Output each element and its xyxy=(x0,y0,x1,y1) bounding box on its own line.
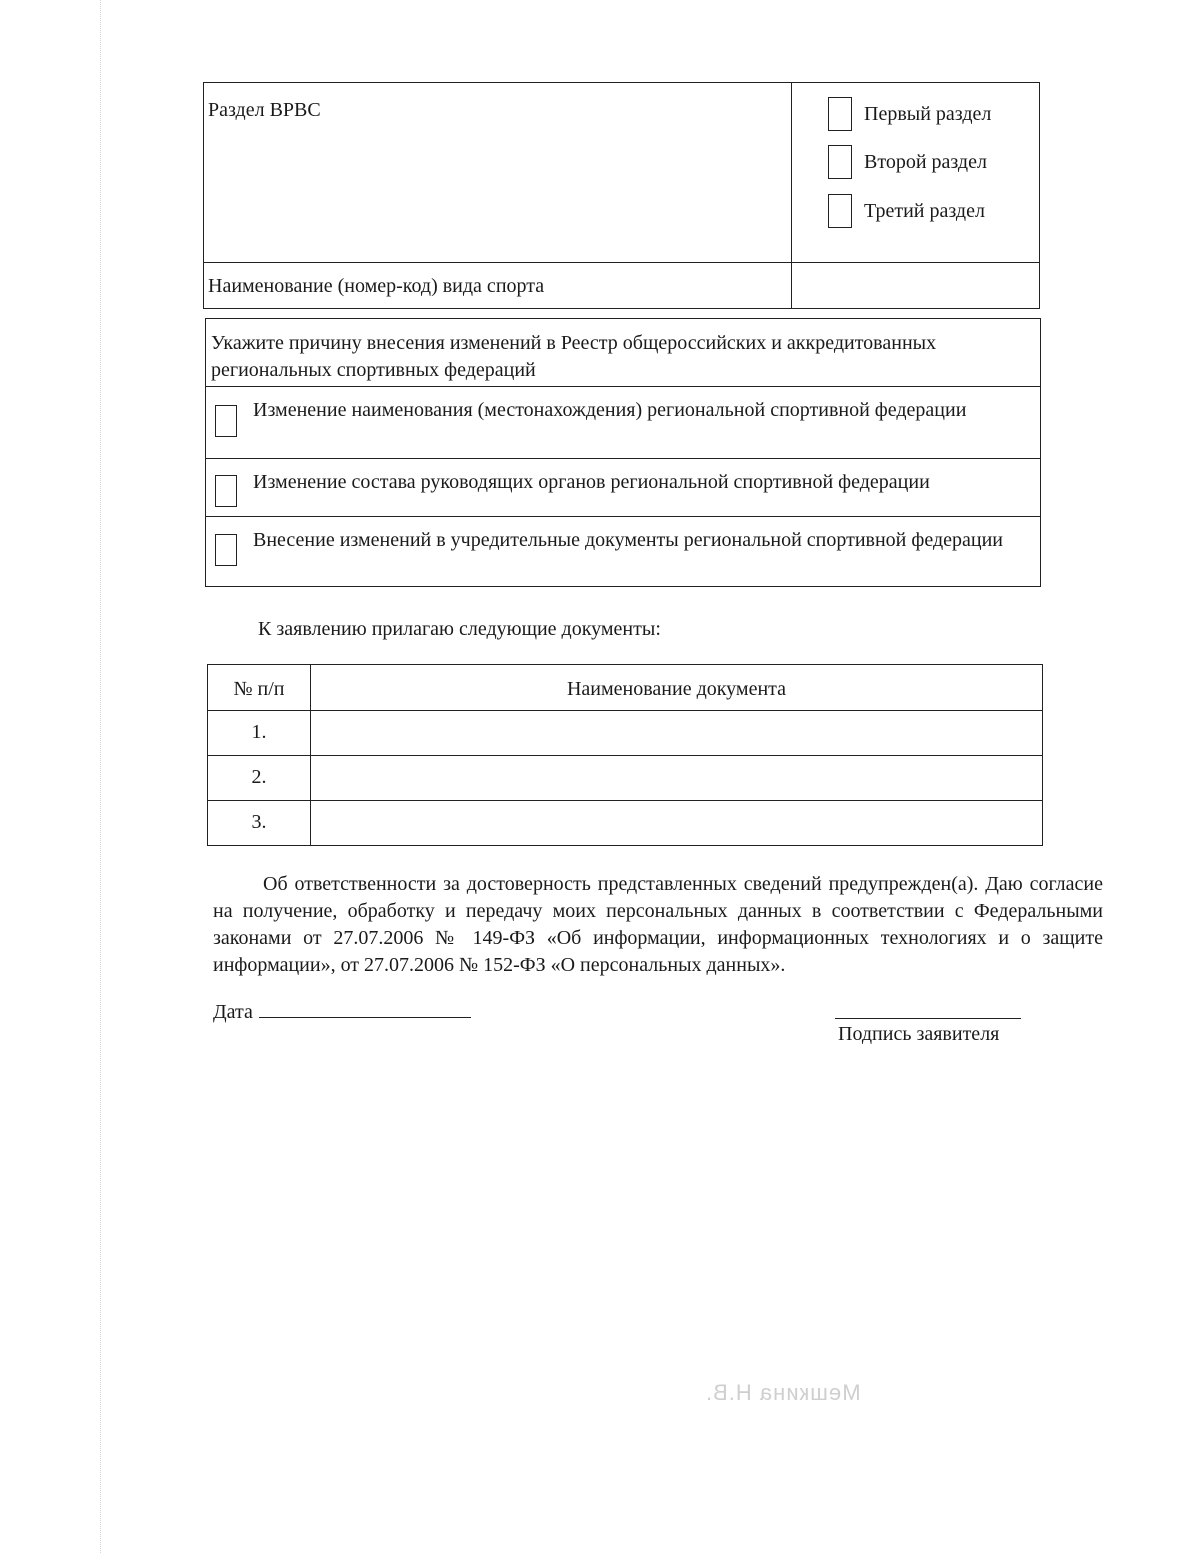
reason-item-label: Внесение изменений в учредительные документы региональной спортивной федерации xyxy=(253,529,1003,551)
table-row xyxy=(208,711,1043,756)
row-number: 3. xyxy=(208,801,311,846)
section-label: Раздел ВРВС xyxy=(204,83,792,263)
reason-item[interactable] xyxy=(206,517,1041,587)
documents-table xyxy=(207,664,1043,846)
sport-name-field[interactable] xyxy=(792,263,1040,309)
option-second-section[interactable] xyxy=(828,145,987,179)
section-table xyxy=(203,82,1040,309)
checkbox[interactable] xyxy=(828,97,852,131)
checkbox[interactable] xyxy=(828,194,852,228)
declaration-paragraph: Об ответственности за достоверность представленных сведений предупрежден(а). Даю согласие на получение, обработку и передачу моих персональных данных в соответствии с Федеральными законами от 27.07.2006 № 149-ФЗ «Об информации, информационных технологиях и о защите информации», от 27.07.2006 № 152-ФЗ «О персональных данных». xyxy=(213,873,1103,976)
column-header-number: № п/п xyxy=(208,665,311,711)
reason-table xyxy=(205,318,1041,587)
checkbox[interactable] xyxy=(215,534,237,566)
section-options xyxy=(792,83,1040,263)
reason-item[interactable] xyxy=(206,459,1041,517)
document-name-field[interactable] xyxy=(311,756,1043,801)
signature-label: Подпись заявителя xyxy=(838,1023,1000,1045)
reason-header: Укажите причину внесения изменений в Реестр общероссийских и аккредитованных региональных спортивных федераций xyxy=(206,319,1041,387)
column-header-name: Наименование документа xyxy=(311,665,1043,711)
checkbox[interactable] xyxy=(215,475,237,507)
reason-item[interactable] xyxy=(206,387,1041,459)
signature-line[interactable] xyxy=(835,1018,1021,1019)
option-label: Третий раздел xyxy=(864,199,985,222)
date-field xyxy=(213,999,471,1024)
row-number: 1. xyxy=(208,711,311,756)
document-name-field[interactable] xyxy=(311,801,1043,846)
option-third-section[interactable] xyxy=(828,194,985,228)
checkbox[interactable] xyxy=(828,145,852,179)
reason-item-label: Изменение состава руководящих органов региональной спортивной федерации xyxy=(253,471,930,493)
documents-intro: К заявлению прилагаю следующие документы: xyxy=(258,618,661,640)
sport-name-label: Наименование (номер-код) вида спорта xyxy=(204,263,792,309)
bleed-through-stamp: Мешкина Н.В. xyxy=(705,1380,861,1405)
reason-item-label: Изменение наименования (местонахождения) региональной спортивной федерации xyxy=(253,399,967,421)
checkbox[interactable] xyxy=(215,405,237,437)
scan-artifact-line xyxy=(100,0,101,1553)
option-label: Второй раздел xyxy=(864,150,987,173)
option-label: Первый раздел xyxy=(864,102,992,125)
table-row xyxy=(208,801,1043,846)
row-number: 2. xyxy=(208,756,311,801)
document-name-field[interactable] xyxy=(311,711,1043,756)
option-first-section[interactable] xyxy=(828,97,991,131)
date-label: Дата xyxy=(213,1001,253,1023)
date-input-line[interactable] xyxy=(259,999,471,1018)
table-row xyxy=(208,756,1043,801)
